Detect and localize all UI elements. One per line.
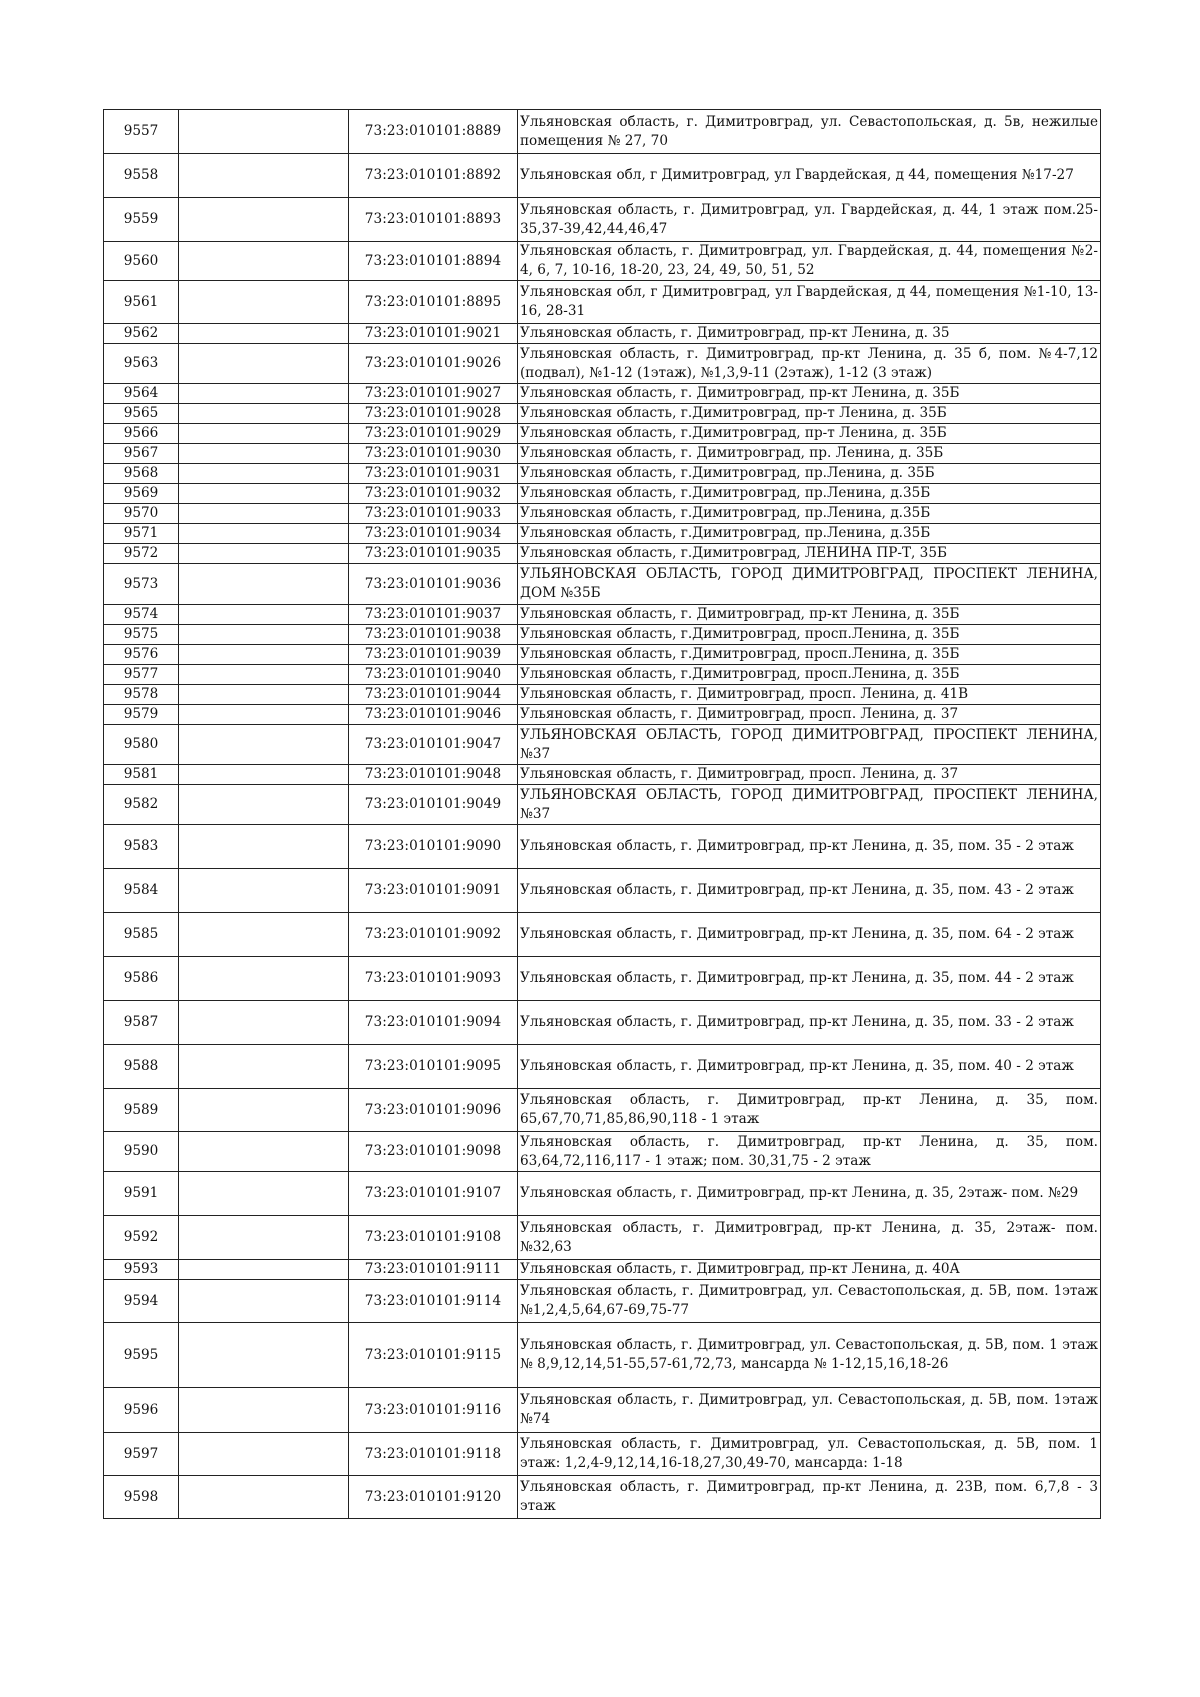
address-cell: Ульяновская область, г.Димитровград, пр.Ленина, д. 35Б: [518, 464, 1101, 484]
cadastral-number-cell: 73:23:010101:8892: [349, 154, 518, 198]
address-cell: Ульяновская область, г. Димитровград, пр-кт Ленина, д. 35, пом. 64 - 2 этаж: [518, 913, 1101, 957]
table-row: [104, 1172, 1101, 1216]
empty-cell: [179, 564, 349, 605]
cadastral-number-cell: 73:23:010101:9034: [349, 524, 518, 544]
empty-cell: [179, 1388, 349, 1433]
table-row: [104, 281, 1101, 324]
table-row: [104, 1260, 1101, 1280]
row-number-cell: 9563: [104, 344, 179, 384]
address-cell: Ульяновская область, г.Димитровград, ЛЕНИНА ПР-Т, 35Б: [518, 544, 1101, 564]
cadastral-number-cell: 73:23:010101:9027: [349, 384, 518, 404]
cadastral-number-cell: 73:23:010101:8895: [349, 281, 518, 324]
property-register-table: [103, 109, 1101, 1519]
address-cell: Ульяновская область, г. Димитровград, ул. Севастопольская, д. 5В, пом. 1этаж №74: [518, 1388, 1101, 1433]
cadastral-number-cell: 73:23:010101:9047: [349, 725, 518, 765]
table-row: [104, 1323, 1101, 1388]
cadastral-number-cell: 73:23:010101:9114: [349, 1280, 518, 1323]
row-number-cell: 9582: [104, 785, 179, 825]
address-cell: Ульяновская область, г. Димитровград, пр-кт Ленина, д. 35, 2этаж- пом. №29: [518, 1172, 1101, 1216]
table-row: [104, 1132, 1101, 1172]
row-number-cell: 9558: [104, 154, 179, 198]
row-number-cell: 9580: [104, 725, 179, 765]
table-row: [104, 464, 1101, 484]
table-row: [104, 705, 1101, 725]
empty-cell: [179, 1001, 349, 1045]
empty-cell: [179, 1172, 349, 1216]
cadastral-number-cell: 73:23:010101:9038: [349, 625, 518, 645]
table-row: [104, 564, 1101, 605]
row-number-cell: 9560: [104, 242, 179, 281]
row-number-cell: 9587: [104, 1001, 179, 1045]
empty-cell: [179, 110, 349, 154]
table-row: [104, 1001, 1101, 1045]
address-cell: Ульяновская область, г. Димитровград, ул. Севастопольская, д. 5В, пом. 1этаж №1,2,4,5,64,67-69,75-77: [518, 1280, 1101, 1323]
address-cell: Ульяновская область, г. Димитровград, пр-кт Ленина, д. 35 б, пом. №4-7,12 (подвал), №1-12 (1этаж), №1,3,9-11 (2этаж), 1-12 (3 этаж): [518, 344, 1101, 384]
row-number-cell: 9576: [104, 645, 179, 665]
row-number-cell: 9589: [104, 1089, 179, 1132]
row-number-cell: 9569: [104, 484, 179, 504]
empty-cell: [179, 484, 349, 504]
address-cell: Ульяновская область, г. Димитровград, ул. Севастопольская, д. 5в, нежилые помещения № 27, 70: [518, 110, 1101, 154]
cadastral-number-cell: 73:23:010101:9107: [349, 1172, 518, 1216]
empty-cell: [179, 1280, 349, 1323]
row-number-cell: 9566: [104, 424, 179, 444]
row-number-cell: 9575: [104, 625, 179, 645]
table-row: [104, 1476, 1101, 1519]
empty-cell: [179, 1260, 349, 1280]
address-cell: Ульяновская область, г. Димитровград, пр-кт Ленина, д. 35: [518, 324, 1101, 344]
empty-cell: [179, 544, 349, 564]
cadastral-number-cell: 73:23:010101:9118: [349, 1433, 518, 1476]
address-cell: Ульяновская область, г. Димитровград, пр-кт Ленина, д. 35, 2этаж- пом. №32,63: [518, 1216, 1101, 1260]
table-row: [104, 645, 1101, 665]
empty-cell: [179, 444, 349, 464]
cadastral-number-cell: 73:23:010101:9096: [349, 1089, 518, 1132]
address-cell: Ульяновская обл, г Димитровград, ул Гвардейская, д 44, помещения №17-27: [518, 154, 1101, 198]
row-number-cell: 9598: [104, 1476, 179, 1519]
table-row: [104, 785, 1101, 825]
address-cell: Ульяновская область, г. Димитровград, пр-кт Ленина, д. 35Б: [518, 384, 1101, 404]
cadastral-number-cell: 73:23:010101:9037: [349, 605, 518, 625]
empty-cell: [179, 344, 349, 384]
cadastral-number-cell: 73:23:010101:9108: [349, 1216, 518, 1260]
cadastral-number-cell: 73:23:010101:8889: [349, 110, 518, 154]
row-number-cell: 9592: [104, 1216, 179, 1260]
address-cell: Ульяновская область, г. Димитровград, просп. Ленина, д. 37: [518, 705, 1101, 725]
address-cell: Ульяновская область, г. Димитровград, просп. Ленина, д. 41В: [518, 685, 1101, 705]
empty-cell: [179, 1433, 349, 1476]
address-cell: Ульяновская область, г. Димитровград, просп. Ленина, д. 37: [518, 765, 1101, 785]
cadastral-number-cell: 73:23:010101:9028: [349, 404, 518, 424]
empty-cell: [179, 1089, 349, 1132]
table-row: [104, 1216, 1101, 1260]
table-row: [104, 424, 1101, 444]
empty-cell: [179, 825, 349, 869]
empty-cell: [179, 1132, 349, 1172]
row-number-cell: 9583: [104, 825, 179, 869]
address-cell: Ульяновская область, г. Димитровград, пр-кт Ленина, д. 35, пом. 63,64,72,116,117 - 1 этаж; пом. 30,31,75 - 2 этаж: [518, 1132, 1101, 1172]
empty-cell: [179, 685, 349, 705]
table-row: [104, 484, 1101, 504]
row-number-cell: 9595: [104, 1323, 179, 1388]
cadastral-number-cell: 73:23:010101:9030: [349, 444, 518, 464]
row-number-cell: 9591: [104, 1172, 179, 1216]
row-number-cell: 9573: [104, 564, 179, 605]
address-cell: Ульяновская область, г. Димитровград, ул. Севастопольская, д. 5В, пом. 1 этаж № 8,9,12,14,51-55,57-61,72,73, мансарда № 1-12,15,16,18-26: [518, 1323, 1101, 1388]
table-row: [104, 384, 1101, 404]
table-row: [104, 344, 1101, 384]
empty-cell: [179, 404, 349, 424]
cadastral-number-cell: 73:23:010101:9093: [349, 957, 518, 1001]
address-cell: Ульяновская область, г. Димитровград, ул. Севастопольская, д. 5В, пом. 1 этаж: 1,2,4-9,12,14,16-18,27,30,49-70, мансарда: 1-18: [518, 1433, 1101, 1476]
cadastral-number-cell: 73:23:010101:9035: [349, 544, 518, 564]
row-number-cell: 9574: [104, 605, 179, 625]
table-row: [104, 625, 1101, 645]
address-cell: Ульяновская область, г. Димитровград, пр-кт Ленина, д. 35, пом. 33 - 2 этаж: [518, 1001, 1101, 1045]
table-row: [104, 524, 1101, 544]
register-table-body: [104, 110, 1101, 1519]
table-row: [104, 725, 1101, 765]
table-row: [104, 544, 1101, 564]
table-row: [104, 198, 1101, 242]
empty-cell: [179, 765, 349, 785]
cadastral-number-cell: 73:23:010101:9046: [349, 705, 518, 725]
empty-cell: [179, 705, 349, 725]
row-number-cell: 9581: [104, 765, 179, 785]
cadastral-number-cell: 73:23:010101:9033: [349, 504, 518, 524]
address-cell: УЛЬЯНОВСКАЯ ОБЛАСТЬ, ГОРОД ДИМИТРОВГРАД, ПРОСПЕКТ ЛЕНИНА, №37: [518, 785, 1101, 825]
empty-cell: [179, 785, 349, 825]
table-row: [104, 1280, 1101, 1323]
cadastral-number-cell: 73:23:010101:9120: [349, 1476, 518, 1519]
address-cell: Ульяновская область, г. Димитровград, пр-кт Ленина, д. 35Б: [518, 605, 1101, 625]
address-cell: Ульяновская область, г. Димитровград, ул. Гвардейская, д. 44, помещения №2-4, 6, 7, 10-16, 18-20, 23, 24, 49, 50, 51, 52: [518, 242, 1101, 281]
address-cell: Ульяновская область, г.Димитровград, пр-т Ленина, д. 35Б: [518, 424, 1101, 444]
row-number-cell: 9593: [104, 1260, 179, 1280]
table-row: [104, 324, 1101, 344]
empty-cell: [179, 1216, 349, 1260]
table-row: [104, 765, 1101, 785]
address-cell: УЛЬЯНОВСКАЯ ОБЛАСТЬ, ГОРОД ДИМИТРОВГРАД, ПРОСПЕКТ ЛЕНИНА, №37: [518, 725, 1101, 765]
empty-cell: [179, 281, 349, 324]
cadastral-number-cell: 73:23:010101:9036: [349, 564, 518, 605]
address-cell: Ульяновская область, г.Димитровград, пр.Ленина, д.35Б: [518, 484, 1101, 504]
cadastral-number-cell: 73:23:010101:9031: [349, 464, 518, 484]
table-row: [104, 913, 1101, 957]
empty-cell: [179, 384, 349, 404]
table-row: [104, 957, 1101, 1001]
address-cell: Ульяновская область, г. Димитровград, пр-кт Ленина, д. 35, пом. 43 - 2 этаж: [518, 869, 1101, 913]
empty-cell: [179, 464, 349, 484]
cadastral-number-cell: 73:23:010101:9090: [349, 825, 518, 869]
address-cell: Ульяновская область, г.Димитровград, пр-т Ленина, д. 35Б: [518, 404, 1101, 424]
row-number-cell: 9564: [104, 384, 179, 404]
cadastral-number-cell: 73:23:010101:9091: [349, 869, 518, 913]
address-cell: Ульяновская область, г. Димитровград, пр-кт Ленина, д. 35, пом. 44 - 2 этаж: [518, 957, 1101, 1001]
empty-cell: [179, 665, 349, 685]
empty-cell: [179, 1323, 349, 1388]
row-number-cell: 9568: [104, 464, 179, 484]
address-cell: Ульяновская область, г. Димитровград, пр-кт Ленина, д. 40А: [518, 1260, 1101, 1280]
address-cell: Ульяновская область, г. Димитровград, пр-кт Ленина, д. 23В, пом. 6,7,8 - 3 этаж: [518, 1476, 1101, 1519]
row-number-cell: 9571: [104, 524, 179, 544]
table-row: [104, 665, 1101, 685]
cadastral-number-cell: 73:23:010101:9021: [349, 324, 518, 344]
empty-cell: [179, 524, 349, 544]
table-row: [104, 110, 1101, 154]
row-number-cell: 9585: [104, 913, 179, 957]
table-row: [104, 605, 1101, 625]
cadastral-number-cell: 73:23:010101:9026: [349, 344, 518, 384]
empty-cell: [179, 504, 349, 524]
row-number-cell: 9579: [104, 705, 179, 725]
address-cell: Ульяновская обл, г Димитровград, ул Гвардейская, д 44, помещения №1-10, 13-16, 28-31: [518, 281, 1101, 324]
cadastral-number-cell: 73:23:010101:9095: [349, 1045, 518, 1089]
cadastral-number-cell: 73:23:010101:9040: [349, 665, 518, 685]
empty-cell: [179, 725, 349, 765]
address-cell: Ульяновская область, г. Димитровград, ул. Гвардейская, д. 44, 1 этаж пом.25-35,37-39,42,44,46,47: [518, 198, 1101, 242]
empty-cell: [179, 605, 349, 625]
table-row: [104, 1388, 1101, 1433]
row-number-cell: 9559: [104, 198, 179, 242]
cadastral-number-cell: 73:23:010101:9049: [349, 785, 518, 825]
empty-cell: [179, 625, 349, 645]
table-row: [104, 404, 1101, 424]
row-number-cell: 9578: [104, 685, 179, 705]
cadastral-number-cell: 73:23:010101:9044: [349, 685, 518, 705]
row-number-cell: 9565: [104, 404, 179, 424]
table-row: [104, 504, 1101, 524]
table-row: [104, 1089, 1101, 1132]
document-page: [103, 109, 1100, 1519]
cadastral-number-cell: 73:23:010101:9029: [349, 424, 518, 444]
cadastral-number-cell: 73:23:010101:9092: [349, 913, 518, 957]
address-cell: Ульяновская область, г. Димитровград, пр. Ленина, д. 35Б: [518, 444, 1101, 464]
cadastral-number-cell: 73:23:010101:9115: [349, 1323, 518, 1388]
row-number-cell: 9596: [104, 1388, 179, 1433]
row-number-cell: 9590: [104, 1132, 179, 1172]
table-row: [104, 685, 1101, 705]
row-number-cell: 9567: [104, 444, 179, 464]
cadastral-number-cell: 73:23:010101:9094: [349, 1001, 518, 1045]
table-row: [104, 869, 1101, 913]
address-cell: Ульяновская область, г.Димитровград, просп.Ленина, д. 35Б: [518, 665, 1101, 685]
cadastral-number-cell: 73:23:010101:8894: [349, 242, 518, 281]
cadastral-number-cell: 73:23:010101:9032: [349, 484, 518, 504]
empty-cell: [179, 957, 349, 1001]
table-row: [104, 444, 1101, 464]
empty-cell: [179, 1476, 349, 1519]
cadastral-number-cell: 73:23:010101:9098: [349, 1132, 518, 1172]
empty-cell: [179, 154, 349, 198]
row-number-cell: 9588: [104, 1045, 179, 1089]
cadastral-number-cell: 73:23:010101:9048: [349, 765, 518, 785]
table-row: [104, 1045, 1101, 1089]
empty-cell: [179, 324, 349, 344]
table-row: [104, 154, 1101, 198]
table-row: [104, 1433, 1101, 1476]
row-number-cell: 9597: [104, 1433, 179, 1476]
cadastral-number-cell: 73:23:010101:9116: [349, 1388, 518, 1433]
row-number-cell: 9586: [104, 957, 179, 1001]
address-cell: Ульяновская область, г.Димитровград, просп.Ленина, д. 35Б: [518, 625, 1101, 645]
empty-cell: [179, 869, 349, 913]
cadastral-number-cell: 73:23:010101:9039: [349, 645, 518, 665]
row-number-cell: 9557: [104, 110, 179, 154]
address-cell: УЛЬЯНОВСКАЯ ОБЛАСТЬ, ГОРОД ДИМИТРОВГРАД, ПРОСПЕКТ ЛЕНИНА, ДОМ №35Б: [518, 564, 1101, 605]
empty-cell: [179, 645, 349, 665]
table-row: [104, 825, 1101, 869]
empty-cell: [179, 198, 349, 242]
row-number-cell: 9572: [104, 544, 179, 564]
row-number-cell: 9594: [104, 1280, 179, 1323]
address-cell: Ульяновская область, г.Димитровград, просп.Ленина, д. 35Б: [518, 645, 1101, 665]
address-cell: Ульяновская область, г. Димитровград, пр-кт Ленина, д. 35, пом. 40 - 2 этаж: [518, 1045, 1101, 1089]
empty-cell: [179, 913, 349, 957]
cadastral-number-cell: 73:23:010101:8893: [349, 198, 518, 242]
row-number-cell: 9561: [104, 281, 179, 324]
empty-cell: [179, 242, 349, 281]
row-number-cell: 9584: [104, 869, 179, 913]
cadastral-number-cell: 73:23:010101:9111: [349, 1260, 518, 1280]
table-row: [104, 242, 1101, 281]
row-number-cell: 9562: [104, 324, 179, 344]
empty-cell: [179, 424, 349, 444]
address-cell: Ульяновская область, г. Димитровград, пр-кт Ленина, д. 35, пом. 35 - 2 этаж: [518, 825, 1101, 869]
address-cell: Ульяновская область, г. Димитровград, пр-кт Ленина, д. 35, пом. 65,67,70,71,85,86,90,118 - 1 этаж: [518, 1089, 1101, 1132]
address-cell: Ульяновская область, г.Димитровград, пр.Ленина, д.35Б: [518, 504, 1101, 524]
row-number-cell: 9577: [104, 665, 179, 685]
empty-cell: [179, 1045, 349, 1089]
address-cell: Ульяновская область, г.Димитровград, пр.Ленина, д.35Б: [518, 524, 1101, 544]
row-number-cell: 9570: [104, 504, 179, 524]
